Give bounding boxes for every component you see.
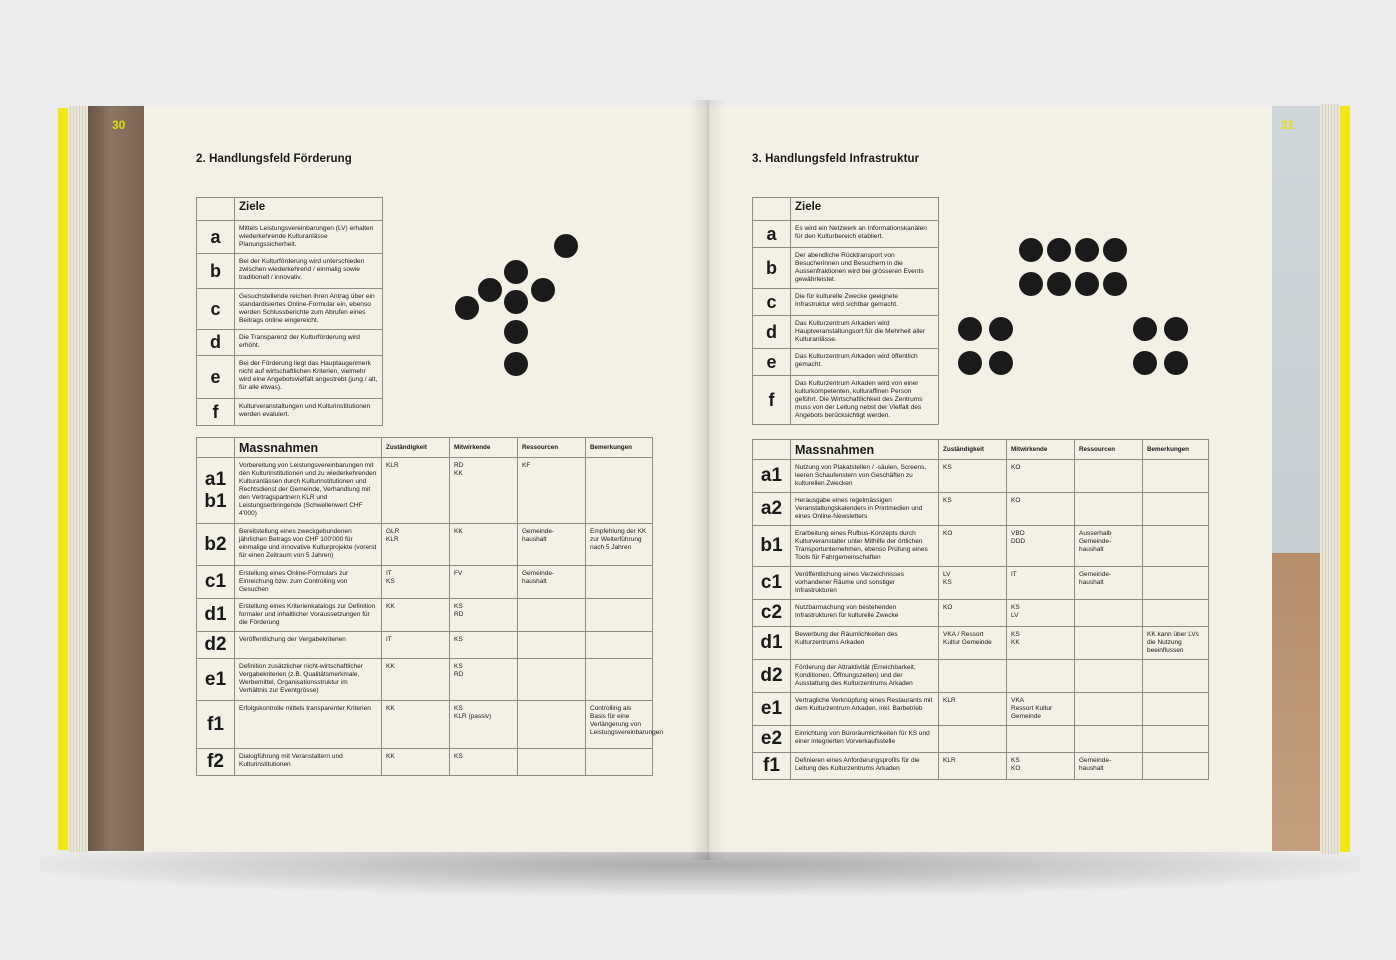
massnahme-text: Bereitstellung eines zweckgebundenen jährlichen Betrags von CHF 100'000 für einmalige und innovative Kulturprojekte (vorerst für einen Zeitraum von 5 Jahren) (235, 524, 382, 566)
massnahme-text: Dialogführung mit Veranstaltern und Kulturinstitutionen (235, 749, 382, 776)
cell-zustaendigkeit: VKA / Ressort Kultur Gemeinde (939, 627, 1007, 660)
col-header-bemerkungen: Bemerkungen (1143, 440, 1209, 460)
cell-zustaendigkeit: KS (939, 493, 1007, 526)
cell-zustaendigkeit: IT KS (382, 566, 450, 599)
ziel-text: Die für kulturelle Zwecke geeignete Infrastruktur wird sichtbar gemacht. (791, 289, 939, 316)
dot (531, 278, 555, 302)
book-page-edges-left (68, 106, 88, 852)
massnahme-key: a1 (753, 460, 791, 493)
dot (1164, 351, 1188, 375)
page-number-left: 30 (112, 118, 126, 132)
book-edge-left-yellow (58, 108, 68, 850)
cell-ressourcen: KF (518, 458, 586, 524)
ziel-text: Das Kulturzentrum Arkaden wird öffentlich gemacht. (791, 349, 939, 376)
cell-zustaendigkeit: KLR (939, 753, 1007, 780)
ziel-key: c (197, 289, 235, 330)
table-row (197, 749, 653, 776)
book-edge-right-yellow (1340, 106, 1350, 852)
table-row (753, 726, 1209, 753)
massnahme-key: e2 (753, 726, 791, 753)
dot (504, 352, 528, 376)
dot (1164, 317, 1188, 341)
cell-mitwirkende: IT (1007, 567, 1075, 600)
cell-mitwirkende: KK (450, 524, 518, 566)
dot (989, 351, 1013, 375)
massnahme-text: Nutzbarmachung von bestehenden Infrastrukturen für kulturelle Zwecke (791, 600, 939, 627)
massnahme-text: Erstellung eines Kriterienkatalogs zur Definition formaler und inhaltlicher Voraussetzungen für die Förderung (235, 599, 382, 632)
dot (958, 317, 982, 341)
cell-mitwirkende (1007, 660, 1075, 693)
cell-bemerkungen: Empfehlung der KK zur Weiterführung nach 5 Jahren (586, 524, 653, 566)
ziel-text: Das Kulturzentrum Arkaden wird Hauptveranstaltungsort für die Mehrheit aller Kulturanlässe. (791, 316, 939, 349)
massnahme-text: Erarbeitung eines Rufbus-Konzepts durch Kulturveranstalter unter Mithilfe der örtlichen Transportunternehmen, ebenso Prüfung eines Tools für Fahrgemeinschaften (791, 526, 939, 567)
cell-ressourcen (518, 632, 586, 659)
col-header-ressourcen: Ressourcen (518, 438, 586, 458)
massnahme-key: e1 (197, 659, 235, 701)
massnahmen-header: Massnahmen (791, 440, 939, 460)
massnahme-key: f1 (197, 701, 235, 749)
cell-zustaendigkeit: IT (382, 632, 450, 659)
left-page-photo-strip (88, 106, 144, 851)
table-row (753, 693, 1209, 726)
massnahme-text: Veröffentlichung eines Verzeichnisses vorhandener Räume und sonstiger Infrastrukturen (791, 567, 939, 600)
cell-bemerkungen: Controlling als Basis für eine Verlängerung von Leistungsvereinbarungen (586, 701, 653, 749)
ziele-header: Ziele (235, 198, 383, 221)
cell-zustaendigkeit: KK (382, 599, 450, 632)
cell-zustaendigkeit: LV KS (939, 567, 1007, 600)
cell-bemerkungen: KK kann über LVs die Nutzung beeinflussen (1143, 627, 1209, 660)
massnahme-key: d2 (197, 632, 235, 659)
cell-ressourcen (1075, 627, 1143, 660)
ziele-corner (197, 198, 235, 221)
cell-ressourcen (1075, 460, 1143, 493)
dot (1103, 238, 1127, 262)
cell-bemerkungen (1143, 726, 1209, 753)
cell-mitwirkende: KO (1007, 493, 1075, 526)
ziel-key: b (753, 248, 791, 289)
massnahme-text: Förderung der Attraktivität (Erreichbarkeit, Konditionen, Öffnungszeiten) und der Ausstattung des Kulturzentrums Arkaden (791, 660, 939, 693)
cell-mitwirkende: KS KO (1007, 753, 1075, 780)
table-row (197, 659, 653, 701)
cell-bemerkungen (586, 659, 653, 701)
cell-bemerkungen (1143, 567, 1209, 600)
ziel-key: a (753, 221, 791, 248)
massnahme-text: Vertragliche Verknüpfung eines Restaurants mit dem Kulturzentrum Arkaden, inkl. Barbetrieb (791, 693, 939, 726)
cell-ressourcen: Gemeinde- haushalt (518, 524, 586, 566)
col-header-bemerkungen: Bemerkungen (586, 438, 653, 458)
cell-mitwirkende: VKA Ressort Kultur Gemeinde (1007, 693, 1075, 726)
cell-bemerkungen (1143, 493, 1209, 526)
massnahme-text: Veröffentlichung der Vergabekriterien (235, 632, 382, 659)
dot (1075, 272, 1099, 296)
cell-bemerkungen (1143, 526, 1209, 567)
cell-mitwirkende: KS (450, 749, 518, 776)
table-row (753, 753, 1209, 780)
massnahme-text: Definieren eines Anforderungsprofils für die Leitung des Kulturzentrums Arkaden (791, 753, 939, 780)
massnahme-key: c2 (753, 600, 791, 627)
cell-mitwirkende (1007, 726, 1075, 753)
cell-zustaendigkeit: KS (939, 460, 1007, 493)
dot (1019, 238, 1043, 262)
right-page-photo-strip (1272, 106, 1320, 851)
ziel-text: Gesuchstellende reichen ihren Antrag über ein standardisiertes Online-Formular ein, ebenso werden Schlussberichte zum Abrufen eines Beitrags online eingereicht. (235, 289, 383, 330)
cell-ressourcen (1075, 660, 1143, 693)
ziel-key: f (197, 399, 235, 426)
section-title-right: 3. Handlungsfeld Infrastruktur (752, 153, 920, 165)
ziel-text: Es wird ein Netzwerk an Informationskanälen für den Kulturbereich etabliert. (791, 221, 939, 248)
ziel-text: Mittels Leistungsvereinbarungen (LV) erhalten wiederkehrende Kulturanlässe Planungssicherheit. (235, 221, 383, 254)
cell-ressourcen (1075, 726, 1143, 753)
cell-bemerkungen (586, 458, 653, 524)
massnahme-text: Erfolgskontrolle mittels transparenter Kriterien (235, 701, 382, 749)
table-row (197, 458, 653, 524)
cell-mitwirkende: VBO DDD (1007, 526, 1075, 567)
cell-bemerkungen (1143, 753, 1209, 780)
massnahme-key: a1 b1 (197, 458, 235, 524)
ziel-key: a (197, 221, 235, 254)
cell-ressourcen (1075, 600, 1143, 627)
table-row (753, 627, 1209, 660)
ziel-key: f (753, 376, 791, 425)
dot (504, 320, 528, 344)
ziele-corner (753, 198, 791, 221)
dot (1103, 272, 1127, 296)
cell-ressourcen: Ausserhalb Gemeinde- haushalt (1075, 526, 1143, 567)
section-title-left: 2. Handlungsfeld Förderung (196, 153, 352, 165)
dot (504, 290, 528, 314)
dot (504, 260, 528, 284)
massnahme-key: b1 (753, 526, 791, 567)
table-row (197, 524, 653, 566)
dot (1047, 272, 1071, 296)
massnahme-text: Herausgabe eines regelmässigen Veranstaltungskalenders in Printmedien und eines Online-Newsletters (791, 493, 939, 526)
table-row (197, 632, 653, 659)
cell-zustaendigkeit: KO (939, 600, 1007, 627)
table-row (753, 600, 1209, 627)
dot (989, 317, 1013, 341)
ziel-key: e (753, 349, 791, 376)
book-spine (690, 100, 726, 860)
cell-ressourcen: Gemeinde- haushalt (518, 566, 586, 599)
cell-mitwirkende: KS RD (450, 599, 518, 632)
cell-mitwirkende: KS RD (450, 659, 518, 701)
dot (1133, 351, 1157, 375)
cell-zustaendigkeit: KK (382, 749, 450, 776)
cell-zustaendigkeit: KK (382, 659, 450, 701)
cell-zustaendigkeit (939, 726, 1007, 753)
cell-bemerkungen (1143, 693, 1209, 726)
ziel-text: Bei der Förderung liegt das Hauptaugenmerk nicht auf wirtschaftlichen Kriterien, vielmehr wird eine Angebotsvielfalt angestrebt (jung / alt, für alle etwas). (235, 356, 383, 399)
col-header-zustaendigkeit: Zuständigkeit (939, 440, 1007, 460)
massnahme-key: d2 (753, 660, 791, 693)
cell-ressourcen: Gemeinde- haushalt (1075, 753, 1143, 780)
cell-zustaendigkeit: KLR (939, 693, 1007, 726)
massnahme-key: f1 (753, 753, 791, 780)
ziel-text: Das Kulturzentrum Arkaden wird von einer kulturkompetenten, kulturaffinen Person geführt. Die Wirtschaftlichkeit des Zentrums muss von der Leitung nebst der Vielfalt des Angebots berücksichtigt werden. (791, 376, 939, 425)
ziele-table-right (752, 197, 939, 425)
cell-ressourcen (1075, 693, 1143, 726)
cell-mitwirkende: KO (1007, 460, 1075, 493)
cell-bemerkungen (1143, 660, 1209, 693)
massnahme-text: Einrichtung von Büroräumlichkeiten für KS und einer integrierten Vorverkaufsstelle (791, 726, 939, 753)
ziel-key: c (753, 289, 791, 316)
ziel-key: d (753, 316, 791, 349)
massnahme-text: Erstellung eines Online-Formulars zur Einreichung bzw. zum Controlling von Gesuchen (235, 566, 382, 599)
cell-mitwirkende: KS KK (1007, 627, 1075, 660)
table-row (197, 599, 653, 632)
page-number-right: 31 (1281, 118, 1295, 132)
cell-mitwirkende: KS (450, 632, 518, 659)
cell-zustaendigkeit: KLR (382, 458, 450, 524)
dot (1047, 238, 1071, 262)
massnahme-text: Vorbereitung von Leistungsvereinbarungen mit den Kulturinstitutionen und zu wiederkehrenden Kulturanlässen durch Kulturinstitutionen und Rechtsdienst der Gemeinde, Verhandlung mit den Vertragspartnern KLR und Leistungserbringende (Schwellenwert CHF 4'000) (235, 458, 382, 524)
dot (1075, 238, 1099, 262)
cell-bemerkungen (586, 566, 653, 599)
massnahme-key: c1 (197, 566, 235, 599)
cell-ressourcen (1075, 493, 1143, 526)
cell-zustaendigkeit: KK (382, 701, 450, 749)
cell-bemerkungen (1143, 460, 1209, 493)
cell-mitwirkende: KS LV (1007, 600, 1075, 627)
book-page-edges-right (1320, 104, 1340, 854)
massnahmen-table-right (752, 439, 1209, 780)
cell-zustaendigkeit: GLR KLR (382, 524, 450, 566)
table-row (753, 526, 1209, 567)
massnahme-key: b2 (197, 524, 235, 566)
massnahme-key: d1 (753, 627, 791, 660)
massnahme-text: Definition zusätzlicher nicht-wirtschaftlicher Vergabekriterien (z.B. Qualitätsmerkmale, Werbemittel, Organisationsstruktur im Verhältnis zur Eventgrösse) (235, 659, 382, 701)
cell-bemerkungen (586, 599, 653, 632)
massnahmen-table-left (196, 437, 663, 776)
cell-zustaendigkeit: KO (939, 526, 1007, 567)
cell-zustaendigkeit (939, 660, 1007, 693)
cell-bemerkungen (1143, 600, 1209, 627)
col-header-zustaendigkeit: Zuständigkeit (382, 438, 450, 458)
table-row (753, 493, 1209, 526)
dot (478, 278, 502, 302)
col-header-mitwirkende: Mitwirkende (1007, 440, 1075, 460)
massnahmen-corner (753, 440, 791, 460)
col-header-ressourcen: Ressourcen (1075, 440, 1143, 460)
massnahme-key: c1 (753, 567, 791, 600)
massnahme-key: d1 (197, 599, 235, 632)
ziele-header: Ziele (791, 198, 939, 221)
cell-ressourcen (518, 749, 586, 776)
cell-mitwirkende: FV (450, 566, 518, 599)
ziel-key: b (197, 254, 235, 289)
dot (455, 296, 479, 320)
massnahmen-corner (197, 438, 235, 458)
massnahme-key: a2 (753, 493, 791, 526)
cell-ressourcen: Gemeinde- haushalt (1075, 567, 1143, 600)
table-row (753, 660, 1209, 693)
table-row (197, 566, 653, 599)
table-row (197, 701, 653, 749)
table-row (753, 460, 1209, 493)
massnahme-text: Nutzung von Plakatstellen / -säulen, Screens, leeren Schaufenstern von Geschäften zu kulturellen Zwecken (791, 460, 939, 493)
massnahme-text: Bewerbung der Räumlichkeiten des Kulturzentrums Arkaden (791, 627, 939, 660)
cell-bemerkungen (586, 749, 653, 776)
ziel-text: Bei der Kulturförderung wird unterschieden zwischen wiederkehrend / einmalig sowie traditionell / innovativ. (235, 254, 383, 289)
dot (554, 234, 578, 258)
cell-bemerkungen (586, 632, 653, 659)
dot (1133, 317, 1157, 341)
massnahmen-header: Massnahmen (235, 438, 382, 458)
massnahme-key: e1 (753, 693, 791, 726)
ziel-text: Kulturveranstaltungen und Kulturinstitutionen werden evaluiert. (235, 399, 383, 426)
ziel-key: d (197, 330, 235, 356)
cell-ressourcen (518, 599, 586, 632)
cell-mitwirkende: KS KLR (passiv) (450, 701, 518, 749)
cell-mitwirkende: RD KK (450, 458, 518, 524)
ziel-text: Der abendliche Rücktransport von Besucherinnen und Besuchern in die Aussenfraktionen wird bei grösseren Events gewährleistet. (791, 248, 939, 289)
table-row (753, 567, 1209, 600)
ziele-table-left (196, 197, 383, 426)
dot (1019, 272, 1043, 296)
ziel-text: Die Transparenz der Kulturförderung wird erhöht. (235, 330, 383, 356)
dot (958, 351, 982, 375)
col-header-mitwirkende: Mitwirkende (450, 438, 518, 458)
ziel-key: e (197, 356, 235, 399)
cell-ressourcen (518, 659, 586, 701)
cell-ressourcen (518, 701, 586, 749)
massnahme-key: f2 (197, 749, 235, 776)
